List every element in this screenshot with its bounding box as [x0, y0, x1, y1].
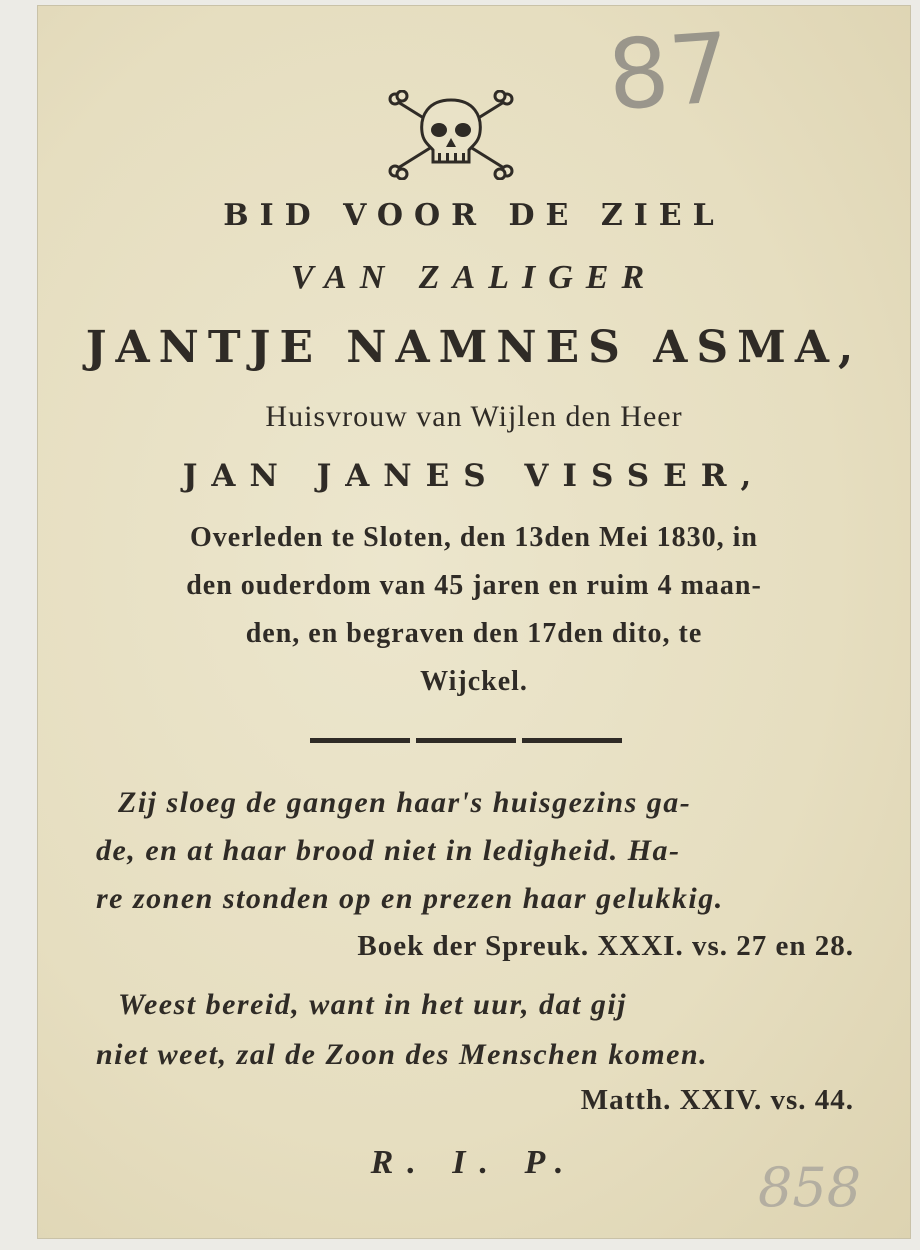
handwritten-number-bottom: 858 [758, 1156, 862, 1219]
divider-rule [416, 738, 516, 743]
deceased-name: JANTJE NAMNES ASMA, [85, 322, 863, 373]
heading-prayer: BID VOOR DE ZIEL [223, 198, 725, 233]
divider-rule [522, 738, 622, 743]
details-line: Wijckel. [420, 666, 528, 697]
quote-line: de, en at haar brood niet in ledigheid. Ha- [96, 834, 681, 867]
relation-text: Huisvrouw van Wijlen den Heer [265, 400, 683, 433]
details-line: den ouderdom van 45 jaren en ruim 4 maan- [186, 570, 762, 601]
quote-reference: Matth. XXIV. vs. 44. [580, 1084, 854, 1116]
closing-rip: R. I. P. [370, 1144, 578, 1181]
quote-line: re zonen stonden op en prezen haar gelukkig. [96, 882, 724, 915]
skull-and-crossbones-icon [386, 90, 516, 180]
handwritten-number-top: 87 [604, 11, 734, 133]
quote-line: Zij sloeg de gangen haar's huisgezins ga- [118, 786, 692, 819]
details-line: den, en begraven den 17den dito, te [245, 618, 703, 649]
quote-reference: Boek der Spreuk. XXXI. vs. 27 en 28. [357, 930, 854, 962]
quote-line: Weest bereid, want in het uur, dat gij [118, 988, 628, 1021]
spouse-name: JAN JANES VISSER, [182, 458, 766, 494]
memorial-card [38, 6, 910, 1238]
details-line: Overleden te Sloten, den 13den Mei 1830, in [190, 522, 758, 553]
quote-line: niet weet, zal de Zoon des Menschen komen. [96, 1038, 709, 1071]
divider-rule [310, 738, 410, 743]
heading-van-zaliger: VAN ZALIGER [290, 259, 658, 296]
